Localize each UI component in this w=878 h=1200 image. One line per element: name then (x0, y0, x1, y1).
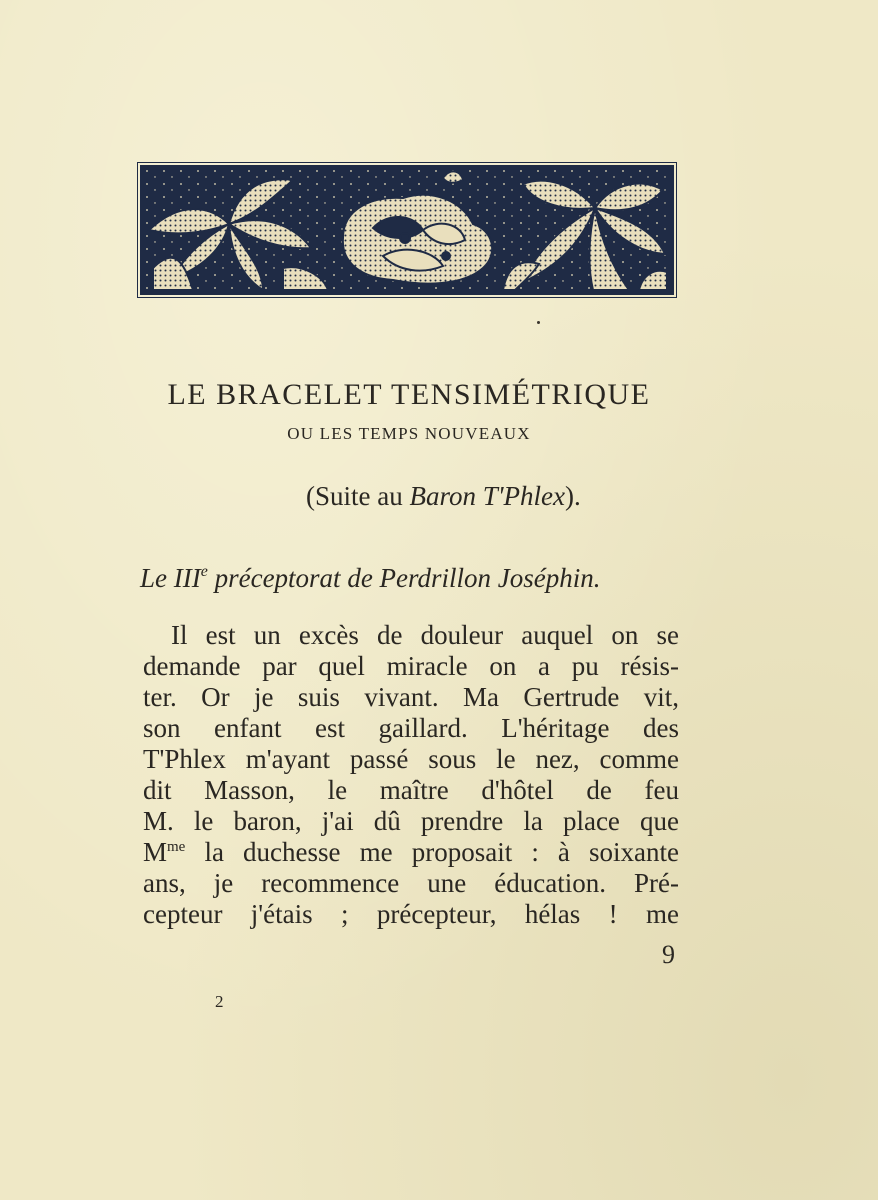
chapter-subtitle: OU LES TEMPS NOUVEAUX (287, 424, 531, 443)
text-line: ter. Or je suis vivant. Ma Gertrude vit, (143, 682, 679, 712)
text-line: ans, je recommence une éducation. Pré- (143, 868, 679, 898)
text-line: cepteur j'étais ; précepteur, hélas ! me (143, 899, 679, 929)
section-heading-end: préceptorat de Perdrillon Joséphin. (207, 563, 601, 593)
text-line: dit Masson, le maître d'hôtel de feu (143, 775, 679, 805)
ornament-artwork (143, 168, 671, 292)
text-line: M. le baron, j'ai dû prendre la place que (143, 806, 679, 836)
text-line-rest: la duchesse me proposait : à soixante (204, 837, 679, 867)
honorific-superscript: me (167, 839, 186, 855)
section-heading (140, 563, 601, 594)
page-number: 9 (662, 940, 675, 969)
text-line: demande par quel miracle on a pu résis- (143, 651, 679, 681)
signature-mark: 2 (215, 992, 224, 1011)
sequel-note-open: (Suite au (306, 481, 410, 511)
body-paragraph (143, 620, 679, 930)
text-line: son enfant est gaillard. L'héritage des (143, 713, 679, 743)
ink-speck (537, 321, 540, 324)
section-heading-ordinal: e (200, 563, 208, 580)
text-line: Il est un excès de douleur auquel on se (171, 620, 679, 650)
sequel-note-close: ). (565, 481, 581, 511)
text-line (143, 837, 679, 868)
text-line: T'Phlex m'ayant passé sous le nez, comme (143, 744, 679, 774)
chapter-title: LE BRACELET TENSIMÉTRIQUE (167, 378, 651, 411)
honorific (143, 837, 185, 867)
honorific-letter: M (143, 837, 168, 867)
floral-headpiece-icon (140, 165, 674, 295)
sequel-note-title: Baron T'Phlex (409, 481, 565, 511)
sequel-note (306, 481, 581, 512)
section-heading-start: Le III (140, 563, 201, 593)
